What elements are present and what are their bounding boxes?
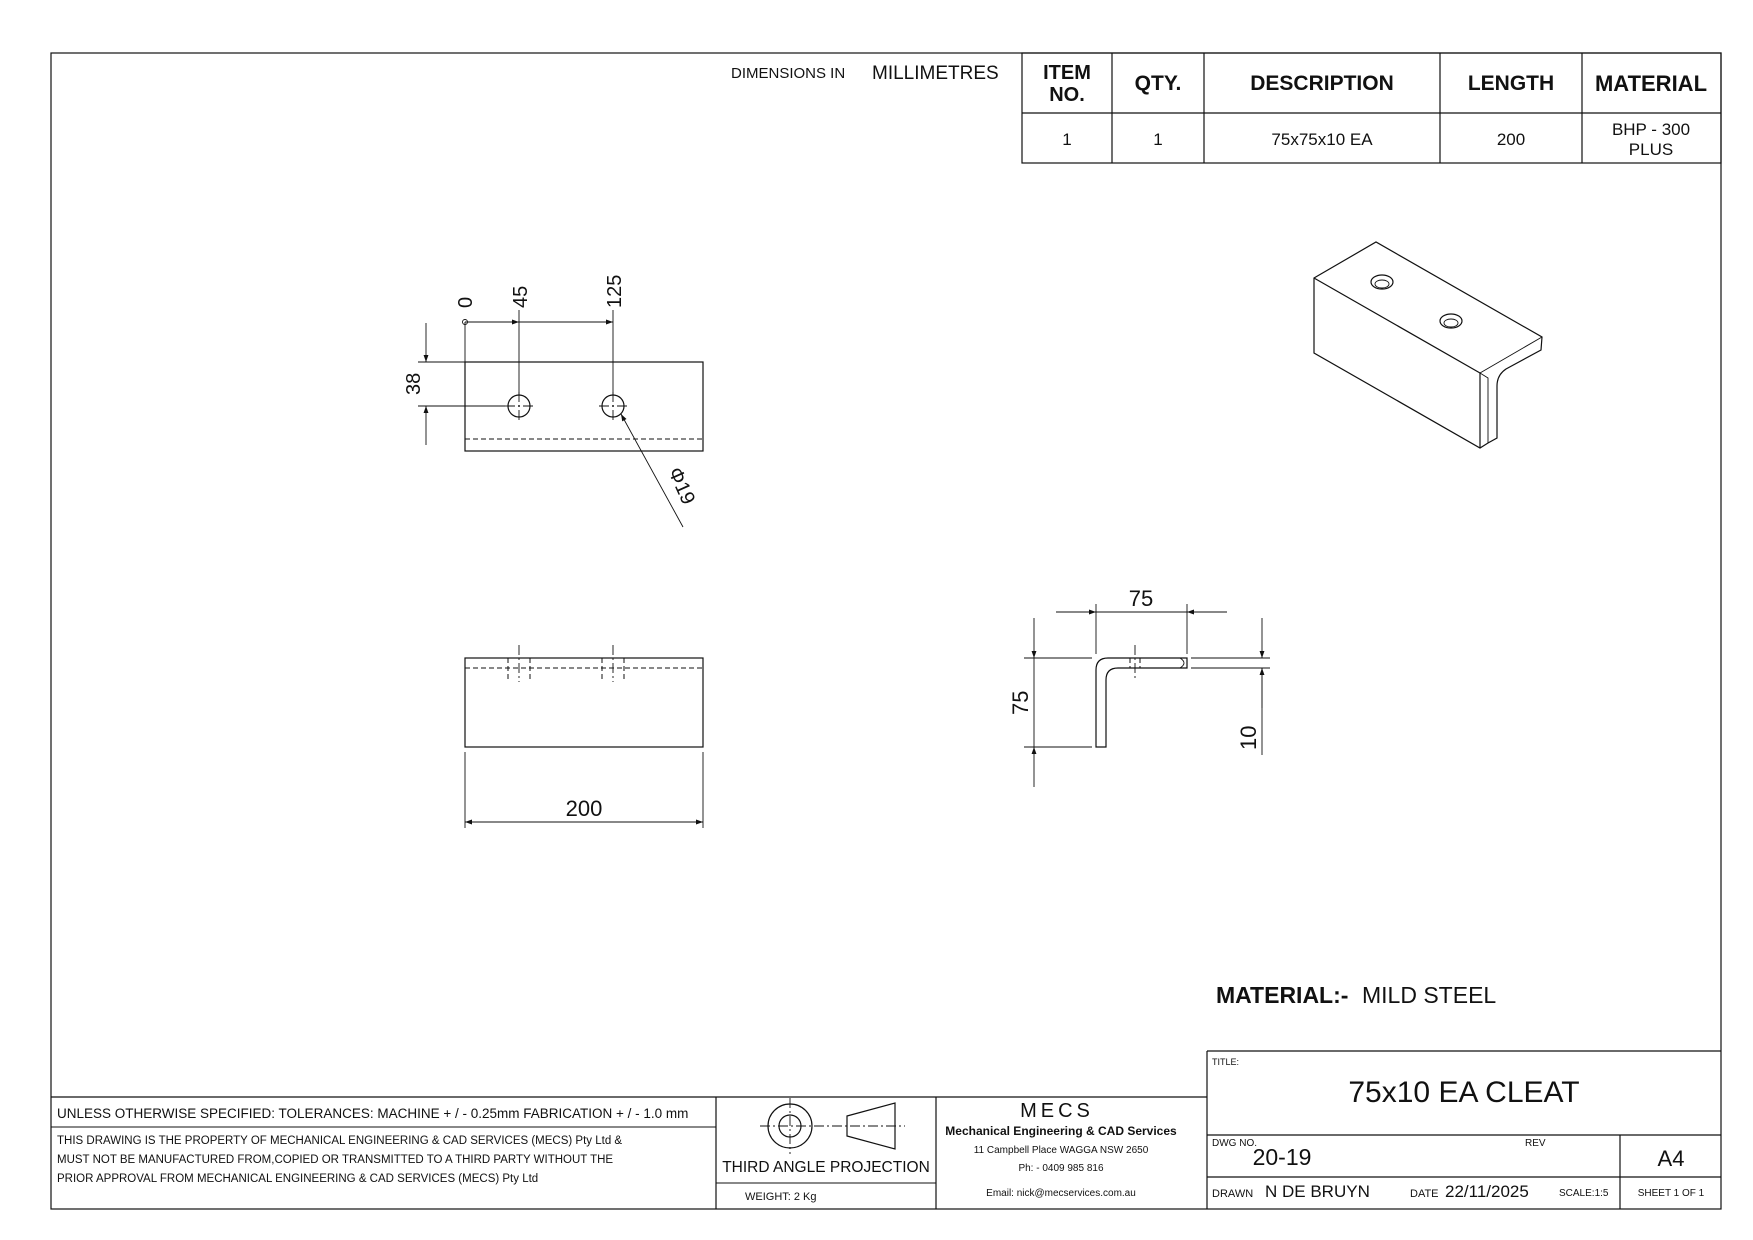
bom-cell-description: 75x75x10 EA [1271,130,1373,149]
dim-side-width-75: 75 [1128,586,1154,611]
property-notice-line1: THIS DRAWING IS THE PROPERTY OF MECHANICAL ENGINEERING & CAD SERVICES (MECS) Pty Ltd & [57,1135,623,1147]
date-label: DATE [1410,1188,1439,1200]
property-notice-line2: MUST NOT BE MANUFACTURED FROM,COPIED OR TRANSMITTED TO A THIRD PARTY WITHOUT THE [57,1154,614,1166]
top-view [403,275,703,527]
dim-top-38: 38 [403,372,425,395]
drawn-by: N DE BRUYN [1265,1182,1370,1201]
sheet-border [51,53,1721,1209]
dim-hole-diameter: Φ19 [663,464,700,508]
material-note-value: MILD STEEL [1362,982,1497,1008]
drawing-scale: SCALE:1:5 [1559,1188,1609,1199]
dim-side-height-75: 75 [1008,690,1033,715]
tolerances-note: UNLESS OTHERWISE SPECIFIED: TOLERANCES: MACHINE + / - 0.25mm FABRICATION + / - 1.0 mm [57,1106,689,1121]
bom-cell-material: BHP - 300 [1611,120,1691,139]
drawing-date: 22/11/2025 [1445,1182,1529,1201]
dimensions-label: DIMENSIONS IN [731,65,846,82]
projection-symbol-icon [760,1098,905,1154]
rev-label: REV [1525,1138,1546,1149]
dim-top-zero: 0 [455,296,477,308]
dim-top-125: 125 [604,274,626,308]
drawn-label: DRAWN [1212,1188,1254,1200]
property-notice-line3: PRIOR APPROVAL FROM MECHANICAL ENGINEERING & CAD SERVICES (MECS) Pty Ltd [57,1173,539,1185]
front-view [465,645,703,828]
sheet-number: SHEET 1 OF 1 [1637,1188,1705,1199]
title-label: TITLE: [1212,1057,1240,1067]
company-email: Email: nick@mecservices.com.au [986,1188,1136,1199]
bom-table [1022,53,1721,163]
bom-cell-length: 200 [1496,130,1526,149]
dim-side-thickness-10: 10 [1236,725,1261,750]
bom-header-item-no: ITEM [1043,62,1091,84]
bom-header-qty: QTY. [1134,72,1182,95]
material-note-label: MATERIAL:- [1216,982,1349,1008]
bom-header-material: MATERIAL [1594,71,1708,96]
company-phone: Ph: - 0409 985 816 [1018,1163,1104,1174]
bom-cell-qty: 1 [1153,130,1163,149]
side-view [1008,586,1270,787]
bom-cell-item-no: 1 [1062,130,1072,149]
company-address: 11 Campbell Place WAGGA NSW 2650 [973,1145,1149,1156]
dimensions-unit: MILLIMETRES [872,63,999,84]
dwg-no-label: DWG NO. [1212,1138,1257,1149]
dim-front-200: 200 [565,796,603,821]
bom-header-item-no-2: NO. [1049,84,1085,106]
dim-top-45: 45 [510,285,532,308]
company-logo: MECS [1020,1100,1094,1122]
company-name: Mechanical Engineering & CAD Services [945,1124,1177,1138]
projection-label: THIRD ANGLE PROJECTION [722,1159,930,1176]
bom-header-description: DESCRIPTION [1250,72,1394,95]
drawing-title: 75x10 EA CLEAT [1348,1076,1580,1109]
isometric-view [1314,242,1542,448]
sheet-size: A4 [1657,1146,1685,1171]
weight-label: WEIGHT: 2 Kg [745,1191,817,1203]
bom-cell-material-2: PLUS [1628,140,1674,159]
dwg-no: 20-19 [1252,1144,1312,1170]
bom-header-length: LENGTH [1467,72,1555,95]
